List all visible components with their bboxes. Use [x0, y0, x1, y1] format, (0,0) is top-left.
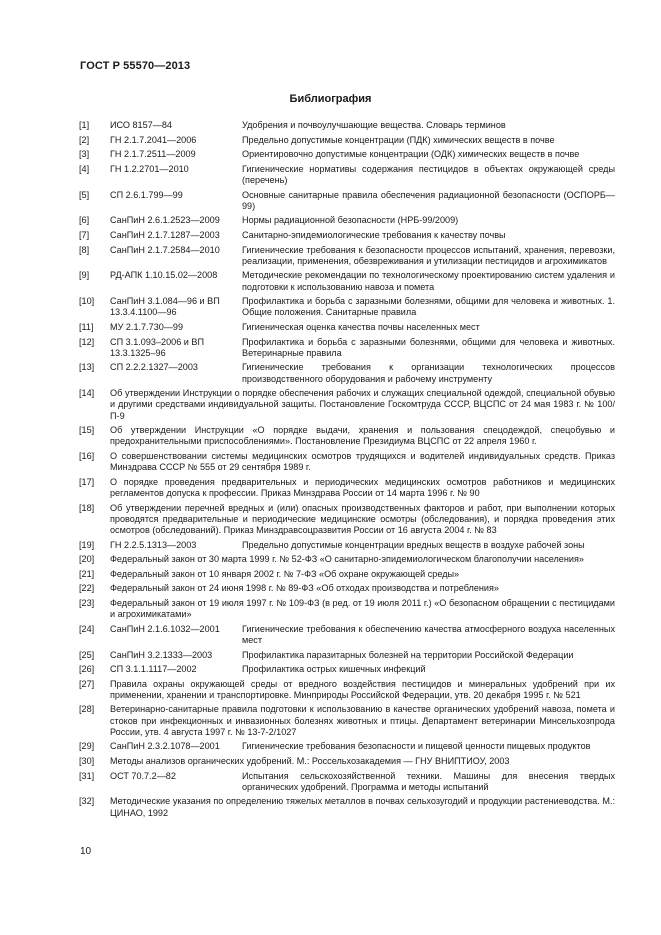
entry-title: Гигиенические нормативы содержания пестицидов в объектах окружающей среды (перечень) [242, 163, 615, 185]
entry-title: Профилактика паразитарных болезней на территории Российской Федерации [242, 649, 574, 660]
entry-number: [16] [79, 450, 95, 461]
bibliography-entry [79, 583, 615, 594]
entry-title: Федеральный закон от 19 июля 1997 г. № 109-ФЗ (в ред. от 19 июля 2011 г.) «О безопасном обращении с пестицидами и агрохимикатами» [110, 597, 615, 620]
entry-document-code: ИСО 8157—84 [110, 120, 172, 130]
entry-number: [17] [79, 476, 95, 487]
entry-title: Основные санитарные правила обеспечения радиационной безопасности (ОСПОРБ—99) [242, 189, 615, 211]
bibliography-entry [79, 569, 615, 580]
entry-title: О совершенствовании системы медицинских осмотров трудящихся и водителей индивидуальных средств. Приказ Минздрава СССР № 555 от 29 сентября 1989 г. [110, 450, 615, 473]
entry-title: Профилактика и борьба с заразными болезнями, общими для человека и животных. Ветеринарные правила [242, 336, 615, 358]
entry-number: [12] [79, 336, 95, 347]
document-header-standard: ГОСТ Р 55570—2013 [80, 60, 191, 72]
entry-title: Ветеринарно-санитарные правила подготовки к использованию в качестве органических удобрений навоза, помета и стоков при инфекционных и инвазионных болезнях животных и птицы. Департамент ветеринарии Минсельхозпрода России, утв. 4 августа 1997 г. № 13-7-2/1027 [110, 704, 615, 737]
entry-title: Испытания сельскохозяйственной техники. Машины для внесения твердых органических удобрений. Программа и методы испытаний [242, 770, 615, 792]
entry-number: [29] [79, 741, 95, 752]
entry-number: [21] [79, 568, 95, 579]
entry-number: [3] [79, 149, 90, 160]
bibliography-entry [79, 135, 615, 146]
bibliography-entry [79, 322, 615, 333]
entry-title: Правила охраны окружающей среды от вредного воздействия пестицидов и минеральных удобрений при их применении, хранении и транспортировке. Минприроды Российской Федерации, утв. 20 декабря 1995 г. № 521 [110, 678, 615, 700]
bibliography-entry [79, 503, 615, 537]
entry-title: Ориентировочно допустимые концентрации (ОДК) химических веществ в почве [242, 149, 580, 160]
entry-document-code: ОСТ 70.7.2—82 [110, 770, 176, 781]
entry-number: [24] [79, 623, 95, 634]
bibliography-entry [79, 771, 615, 793]
page-number: 10 [80, 846, 92, 857]
bibliography-entry [79, 245, 615, 267]
entry-document-code: СП 2.2.2.1327—2003 [110, 362, 198, 373]
entry-number: [1] [79, 120, 90, 130]
entry-title: Профилактика и борьба с заразными болезнями, общими для человека и животных. 1. Общие положения. Санитарные правила [242, 296, 615, 318]
bibliography-entry [79, 215, 615, 226]
entry-title: Предельно допустимые концентрации вредных веществ в воздухе рабочей зоны [242, 539, 585, 550]
entry-document-code: ГН 1.2.2701—2010 [110, 163, 189, 174]
entry-title: Методические указания по определению тяжелых металлов в почвах сельхозугодий и продукции растениеводства. М.: ЦИНАО, 1992 [110, 796, 615, 818]
bibliography-entry [79, 120, 615, 131]
entry-document-code: СП 2.6.1.799—99 [110, 189, 183, 200]
entry-number: [9] [79, 270, 90, 281]
entry-document-code: СанПиН 2.1.6.1032—2001 [110, 623, 220, 634]
entry-title: Гигиенические требования безопасности и пищевой ценности пищевых продуктов [242, 741, 591, 752]
bibliography-entry [79, 477, 615, 499]
entry-title: Удобрения и почвоулучшающие вещества. Словарь терминов [242, 120, 506, 130]
entry-document-code: РД-АПК 1.10.15.02—2008 [110, 270, 218, 281]
entry-title: Гигиеническая оценка качества почвы населенных мест [242, 321, 480, 332]
entry-document-code: СанПиН 2.1.7.2584—2010 [110, 244, 220, 255]
entry-title: Гигиенические требования к обеспечению качества атмосферного воздуха населенных мест [242, 623, 615, 645]
entry-document-code: СанПиН 3.2.1333—2003 [110, 649, 213, 660]
bibliography-entry [79, 598, 615, 620]
bibliography-entry [79, 679, 615, 701]
bibliography-entry [79, 230, 615, 241]
bibliography-entry [79, 164, 615, 186]
bibliography-list [79, 120, 615, 822]
entry-number: [19] [79, 539, 95, 550]
bibliography-entry [79, 756, 615, 767]
entry-document-code: СанПиН 2.3.2.1078—2001 [110, 741, 220, 752]
entry-number: [14] [79, 388, 95, 399]
bibliography-entry [79, 362, 615, 384]
bibliography-entry [79, 741, 615, 752]
entry-number: [18] [79, 502, 95, 513]
entry-number: [7] [79, 229, 90, 240]
entry-document-code: МУ 2.1.7.730—99 [110, 321, 184, 332]
entry-title: Нормы радиационной безопасности (НРБ-99/2009) [242, 215, 459, 226]
entry-number: [20] [79, 554, 95, 565]
entry-number: [15] [79, 425, 95, 436]
entry-title: Методы анализов органических удобрений. М.: Россельхозакадемия — ГНУ ВНИПТИОУ, 2003 [110, 756, 510, 767]
entry-document-code: СанПиН 2.1.7.1287—2003 [110, 229, 220, 240]
entry-number: [2] [79, 134, 90, 145]
bibliography-entry [79, 451, 615, 473]
bibliography-entry [79, 796, 615, 818]
bibliography-entry [79, 270, 615, 292]
entry-title: Федеральный закон от 24 июня 1998 г. № 89-ФЗ «Об отходах производства и потребления» [110, 583, 499, 594]
entry-document-code: СП 3.1.1.1117—2002 [110, 664, 197, 675]
bibliography-entry [79, 554, 615, 565]
entry-number: [13] [79, 362, 95, 373]
entry-number: [25] [79, 649, 95, 660]
entry-title: Предельно допустимые концентрации (ПДК) химических веществ в почве [242, 134, 555, 145]
entry-title: Профилактика острых кишечных инфекций [242, 664, 426, 675]
entry-document-code: СанПиН 3.1.084—96 и ВП 13.3.4.1100—96 [110, 296, 220, 318]
entry-number: [6] [79, 215, 90, 226]
section-title: Библиография [289, 93, 372, 105]
bibliography-entry [79, 388, 615, 422]
entry-title: Федеральный закон от 30 марта 1999 г. № 52-ФЗ «О санитарно-эпидемиологическом благополучии населения» [110, 554, 584, 565]
entry-number: [32] [79, 796, 95, 807]
bibliography-entry [79, 149, 615, 160]
bibliography-entry [79, 425, 615, 447]
entry-title: Об утверждении Инструкции о порядке обеспечения рабочих и служащих специальной одеждой, специальной обувью и другими средствами индивидуальной защиты. Постановление Госкомтруда СССР, ВЦСПС от 24 мая 1983 г. № 100/П-9 [110, 388, 615, 421]
entry-title: Об утверждении перечней вредных и (или) опасных производственных факторов и работ, при выполнении которых проводятся предварительные и периодические медицинские осмотры (обследования), и порядка проведения этих осмотров (обследований). Приказ Минздравсоцразвития России от 16 августа 2004 г. № 83 [110, 502, 615, 535]
entry-title: Об утверждении Инструкции «О порядке выдачи, хранения и пользования спецодеждой, спецобувью и предохранительными приспособлениями». Постановление Президиума ВЦСПС от 22 апреля 1960 г. [110, 425, 615, 447]
bibliography-entry [79, 650, 615, 661]
entry-document-code: СП 3.1.093–2006 и ВП 13.3.1325–96 [110, 336, 204, 358]
entry-title: Гигиенические требования к безопасности процессов испытаний, хранения, перевозки, реализации, применения, обезвреживания и утилизации пестицидов и агрохимикатов [242, 244, 615, 266]
entry-number: [4] [79, 163, 90, 174]
entry-title: Федеральный закон от 10 января 2002 г. № 7-ФЗ «Об охране окружающей среды» [110, 568, 460, 579]
entry-number: [28] [79, 704, 95, 715]
entry-number: [27] [79, 678, 95, 689]
bibliography-entry [79, 704, 615, 738]
bibliography-entry [79, 337, 615, 359]
entry-document-code: СанПиН 2.6.1.2523—2009 [110, 215, 220, 226]
entry-number: [5] [79, 189, 90, 200]
entry-number: [11] [79, 321, 94, 332]
bibliography-entry [79, 190, 615, 212]
bibliography-entry [79, 624, 615, 646]
entry-title: Гигиенические требования к организации технологических процессов производственного оборудования и рабочему инструменту [242, 362, 615, 384]
entry-title: Санитарно-эпидемиологические требования к качеству почвы [242, 229, 506, 240]
bibliography-entry [79, 296, 615, 318]
entry-document-code: ГН 2.2.5.1313—2003 [110, 539, 197, 550]
entry-number: [10] [79, 296, 95, 307]
entry-document-code: ГН 2.1.7.2041—2006 [110, 134, 197, 145]
entry-title: Методические рекомендации по технологическому проектированию систем удаления и подготовки к использованию навоза и помета [242, 270, 615, 292]
bibliography-entry [79, 664, 615, 675]
entry-number: [8] [79, 244, 90, 255]
entry-number: [31] [79, 770, 95, 781]
entry-number: [26] [79, 664, 95, 675]
entry-number: [22] [79, 583, 95, 594]
entry-document-code: ГН 2.1.7.2511—2009 [110, 149, 196, 160]
entry-title: О порядке проведения предварительных и периодических медицинских осмотров работников и медицинских регламентов допуска к профессии. Приказ Минздрава России от 14 марта 1996 г. № 90 [110, 476, 615, 498]
bibliography-entry [79, 540, 615, 551]
entry-number: [23] [79, 597, 95, 608]
entry-number: [30] [79, 756, 95, 767]
